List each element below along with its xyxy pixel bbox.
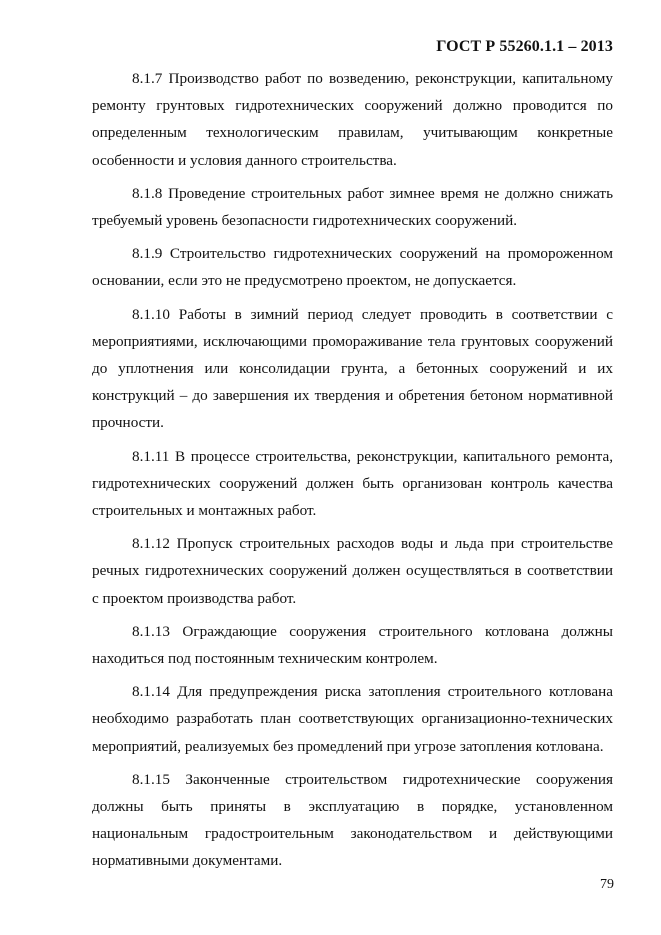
paragraph-8-1-8: 8.1.8 Проведение строительных работ зимнее время не должно снижать требуемый уровень безопасности гидротехнических сооружений. bbox=[92, 184, 613, 230]
paragraph-8-1-13: 8.1.13 Ограждающие сооружения строительного котлована должны находиться под постоянным техническим контролем. bbox=[92, 622, 613, 668]
paragraph-8-1-15: 8.1.15 Законченные строительством гидротехнические сооружения должны быть приняты в эксплуатацию в порядке, установленном национальным градостроительным законодательством и действующими нормативными документами. bbox=[92, 770, 613, 870]
paragraph-8-1-14: 8.1.14 Для предупреждения риска затопления строительного котлована необходимо разработать план соответствующих организационно-технических мероприятий, реализуемых без промедлений при угрозе затопления котлована. bbox=[92, 683, 613, 755]
paragraph-8-1-10: 8.1.10 Работы в зимний период следует проводить в соответствии с мероприятиями, исключающими промораживание тела грунтовых сооружений до уплотнения или консолидации грунта, а бетонных сооружений и их конструкций – до завершения их твердения и обретения бетоном нормативной прочности. bbox=[92, 305, 613, 432]
document-body bbox=[92, 65, 613, 881]
paragraph-8-1-11: 8.1.11 В процессе строительства, реконструкции, капитального ремонта, гидротехнических сооружений должен быть организован контроль качества строительных и монтажных работ. bbox=[92, 447, 613, 520]
paragraph-8-1-12: 8.1.12 Пропуск строительных расходов воды и льда при строительстве речных гидротехнических сооружений должен осуществляться в соответствии с проектом производства работ. bbox=[92, 535, 613, 607]
paragraph-8-1-9: 8.1.9 Строительство гидротехнических сооружений на промороженном основании, если это не предусмотрено проектом, не допускается. bbox=[92, 245, 613, 290]
document-header: ГОСТ Р 55260.1.1 – 2013 bbox=[436, 38, 613, 55]
paragraph-8-1-7: 8.1.7 Производство работ по возведению, реконструкции, капитальному ремонту грунтовых гидротехнических сооружений должно проводится по определенным технологическим правилам, учитывающим конкретные особенности и условия данного строительства. bbox=[92, 70, 613, 169]
page-number: 79 bbox=[600, 877, 614, 892]
